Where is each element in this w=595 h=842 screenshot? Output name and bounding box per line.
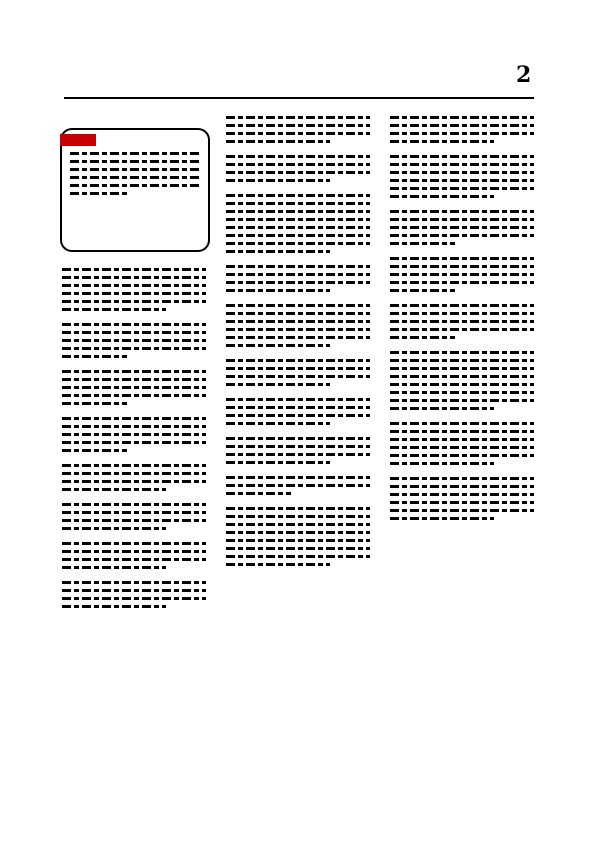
text-line [390, 210, 534, 213]
text-line [226, 383, 330, 386]
page-number: 2 [516, 62, 532, 88]
text-line [62, 558, 206, 561]
text-line [226, 507, 370, 510]
header-rule [64, 97, 534, 99]
text-line [226, 250, 330, 253]
text-line [226, 414, 370, 417]
text-line [390, 116, 534, 119]
text-line [226, 539, 370, 542]
text-line [390, 218, 534, 221]
text-line [390, 517, 494, 520]
text-line [226, 218, 370, 221]
text-line [390, 140, 494, 143]
text-line [62, 527, 166, 530]
paragraph [226, 398, 370, 425]
text-line [390, 187, 534, 190]
sidebar-text [70, 152, 202, 200]
text-line [390, 336, 455, 339]
text-line [226, 437, 370, 440]
text-line [62, 472, 206, 475]
text-line [62, 511, 206, 514]
text-line [226, 445, 370, 448]
text-line [62, 566, 166, 569]
text-line [62, 347, 206, 350]
text-line [62, 449, 127, 452]
text-line [390, 124, 534, 127]
paragraph [226, 507, 370, 566]
paragraph [390, 304, 534, 339]
text-line [390, 179, 534, 182]
text-line [62, 480, 206, 483]
text-line [226, 124, 370, 127]
text-line [62, 394, 206, 397]
paragraph [226, 194, 370, 253]
text-line [62, 550, 206, 553]
paragraph [62, 370, 206, 405]
paragraph [62, 268, 206, 311]
text-line [390, 383, 534, 386]
text-line [390, 320, 534, 323]
paragraph [226, 265, 370, 292]
column-2 [226, 116, 370, 578]
text-line [226, 163, 370, 166]
text-line [62, 417, 206, 420]
text-line [390, 375, 534, 378]
text-line [62, 402, 127, 405]
text-line [226, 132, 370, 135]
text-line [226, 492, 291, 495]
text-line [226, 281, 370, 284]
paragraph [226, 304, 370, 347]
text-line [226, 242, 370, 245]
text-line [390, 462, 494, 465]
text-line [226, 359, 370, 362]
text-line [62, 300, 206, 303]
paragraph [390, 116, 534, 143]
text-line [390, 422, 534, 425]
paragraph [390, 155, 534, 198]
text-line [390, 454, 534, 457]
text-line [226, 179, 330, 182]
text-line [390, 234, 534, 237]
text-line [226, 210, 370, 213]
text-line [226, 312, 370, 315]
text-line [390, 242, 455, 245]
paragraph [390, 351, 534, 410]
text-line [226, 328, 370, 331]
text-line [62, 589, 206, 592]
text-line [390, 257, 534, 260]
text-line [62, 503, 206, 506]
text-line [226, 476, 370, 479]
text-line [390, 155, 534, 158]
paragraph [226, 116, 370, 143]
text-line [62, 425, 206, 428]
text-line [390, 407, 494, 410]
text-line [226, 202, 370, 205]
text-line [226, 140, 330, 143]
text-line [390, 163, 534, 166]
text-line [390, 509, 534, 512]
text-line [226, 265, 370, 268]
text-line [390, 304, 534, 307]
text-line [226, 531, 370, 534]
text-line [70, 192, 129, 195]
text-line [390, 359, 534, 362]
text-line [62, 370, 206, 373]
paragraph [390, 210, 534, 245]
text-line [62, 519, 206, 522]
text-line [226, 398, 370, 401]
text-line [390, 485, 534, 488]
text-line [62, 292, 206, 295]
text-line [62, 581, 206, 584]
text-line [62, 378, 206, 381]
text-line [62, 542, 206, 545]
text-line [226, 547, 370, 550]
text-line [390, 171, 534, 174]
text-line [62, 355, 127, 358]
text-line [62, 464, 206, 467]
text-line [390, 399, 534, 402]
text-line [226, 155, 370, 158]
text-line [62, 605, 166, 608]
sidebar-tag [60, 134, 96, 146]
text-line [390, 281, 534, 284]
text-line [226, 344, 330, 347]
text-line [70, 152, 202, 155]
text-line [226, 461, 330, 464]
text-line [390, 351, 534, 354]
text-line [226, 523, 370, 526]
text-line [226, 563, 330, 566]
text-line [226, 320, 370, 323]
text-line [390, 132, 534, 135]
text-line [62, 284, 206, 287]
text-line [226, 484, 370, 487]
paragraph [62, 581, 206, 608]
text-line [390, 273, 534, 276]
text-line [226, 555, 370, 558]
text-line [226, 515, 370, 518]
paragraph [62, 323, 206, 358]
text-line [70, 160, 202, 163]
text-line [70, 176, 202, 179]
text-line [390, 328, 534, 331]
text-line [390, 367, 534, 370]
text-line [226, 422, 330, 425]
text-line [62, 308, 166, 311]
text-line [390, 195, 494, 198]
text-line [390, 265, 534, 268]
paragraph [62, 464, 206, 491]
text-line [62, 433, 206, 436]
text-line [226, 289, 330, 292]
paragraph [226, 437, 370, 464]
paragraph [390, 422, 534, 465]
paragraph [62, 542, 206, 569]
text-line [226, 171, 370, 174]
text-line [226, 304, 370, 307]
sidebar-box [60, 128, 210, 252]
text-line [62, 268, 206, 271]
text-line [62, 441, 206, 444]
paragraph [62, 417, 206, 452]
paragraph [390, 477, 534, 520]
text-line [226, 273, 370, 276]
text-line [390, 289, 455, 292]
text-line [62, 276, 206, 279]
paragraph [62, 503, 206, 530]
text-line [390, 493, 534, 496]
text-line [62, 597, 206, 600]
column-1 [62, 268, 206, 620]
text-line [226, 453, 370, 456]
text-line [226, 194, 370, 197]
text-line [226, 116, 370, 119]
paragraph [226, 359, 370, 386]
text-line [390, 226, 534, 229]
text-line [226, 226, 370, 229]
text-line [226, 406, 370, 409]
text-line [226, 375, 370, 378]
column-3 [390, 116, 534, 532]
paragraph [226, 155, 370, 182]
text-line [390, 438, 534, 441]
text-line [62, 323, 206, 326]
paragraph [390, 257, 534, 292]
paragraph [226, 476, 370, 495]
text-line [390, 391, 534, 394]
text-line [390, 312, 534, 315]
text-line [70, 168, 202, 171]
text-line [62, 488, 166, 491]
text-line [390, 430, 534, 433]
text-line [70, 184, 202, 187]
text-line [62, 386, 206, 389]
text-line [390, 477, 534, 480]
text-line [226, 234, 370, 237]
text-line [390, 501, 534, 504]
text-line [62, 331, 206, 334]
text-line [62, 339, 206, 342]
text-line [226, 367, 370, 370]
text-line [390, 446, 534, 449]
text-line [226, 336, 370, 339]
